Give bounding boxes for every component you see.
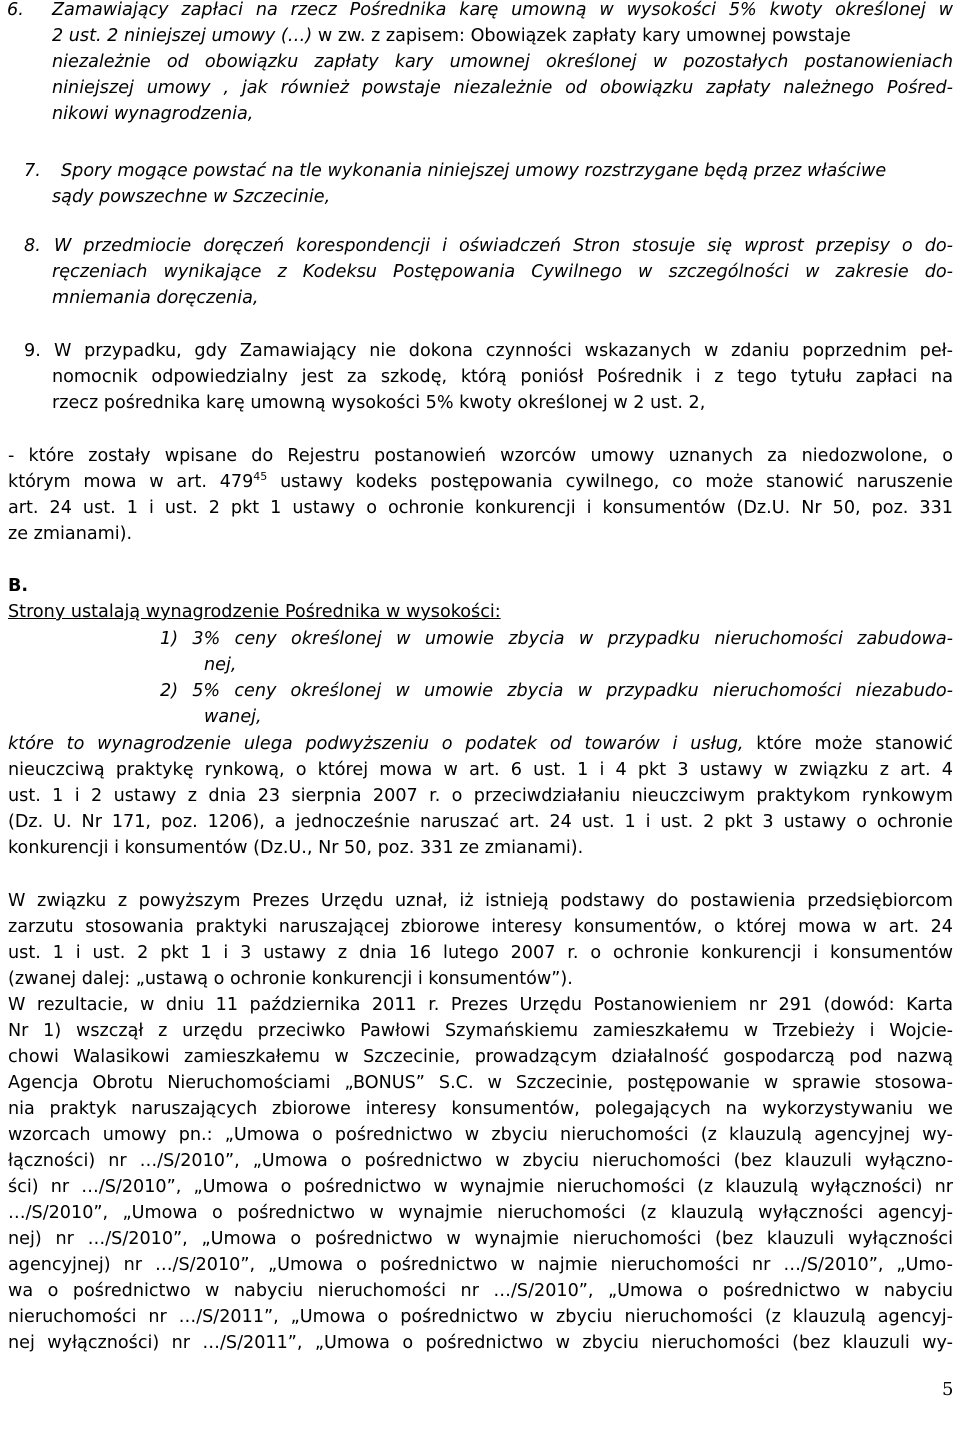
section-b-point-1-line-2: nej, (204, 655, 237, 675)
result-line-5: nia praktyk naruszających zbiorowe interesy konsumentów, polegających na wykorzystywaniu we (8, 1099, 953, 1119)
section-b-intro: Strony ustalają wynagrodzenie Pośrednika w wysokości: (8, 602, 501, 622)
conclusion-line-2: zarzutu stosowania praktyki naruszającej zbiorowe interesy konsumentów, o której mowa w art. 24 (8, 917, 953, 937)
result-line-10: nej) nr …/S/2010”, „Umowa o pośrednictwo w wynajmie nieruchomości (bez klauzuli wyłączności (8, 1229, 953, 1249)
item-9-line-3-text: rzecz pośrednika karę umowną wysokości 5% kwoty określonej w (52, 393, 628, 413)
section-b-tail-line-3: ust. 1 i 2 ustawy z dnia 23 sierpnia 2007 r. o przeciwdziałaniu nieuczciwym praktykom rynkowym (8, 786, 953, 806)
item-6-line-2-upright: w zw. z zapisem: Obowiązek zapłaty kary umownej powstaje (312, 26, 851, 46)
result-line-7: łączności) nr …/S/2010”, „Umowa o pośrednictwo w zbyciu nieruchomości (bez klauzuli wyłączno- (8, 1151, 953, 1171)
result-line-14: nej wyłączności) nr …/S/2011”, „Umowa o pośrednictwo w zbyciu nieruchomości (bez klauzuli wy- (8, 1333, 953, 1353)
item-7-number: 7. (24, 161, 41, 181)
item-6-line-2 (52, 23, 851, 49)
conclusion-line-3: ust. 1 i ust. 2 pkt 1 i 3 ustawy z dnia 16 lutego 2007 r. o ochronie konkurencji i konsumentów (8, 943, 953, 963)
section-b-tail-italic: które to wynagrodzenie ulega podwyższeniu o podatek od towarów i usług, (8, 734, 744, 754)
item-9-number: 9. (24, 341, 41, 361)
item-6-number: 6. (7, 0, 24, 20)
section-b-tail-line-1 (8, 731, 953, 757)
section-b-tail-line-5: konkurencji i konsumentów (Dz.U., Nr 50, poz. 331 ze zmianami). (8, 838, 584, 858)
item-6-line-2-italic: 2 ust. 2 niniejszej umowy (…) (52, 26, 313, 46)
result-line-2: Nr 1) wszczął z urzędu przeciwko Pawłowi Szymańskiemu zamieszkałemu w Trzebieży i Wojcie- (8, 1021, 953, 1041)
dash-para-line-2-b: ustawy kodeks postępowania cywilnego, co może stanowić naruszenie (267, 472, 953, 492)
item-9-line-2: nomocnik odpowiedzialny jest za szkodę, którą poniósł Pośrednik i z tego tytułu zapłaci na (52, 367, 953, 387)
item-9-line-1: W przypadku, gdy Zamawiający nie dokona czynności wskazanych w zdaniu poprzednim peł- (54, 341, 953, 361)
section-b-point-2-line-2: wanej, (204, 707, 262, 727)
dash-para-line-3: art. 24 ust. 1 i ust. 2 pkt 1 ustawy o ochronie konkurencji i konsumentów (Dz.U. Nr 50, poz. 331 (8, 498, 953, 518)
dash-para-line-4: ze zmianami). (8, 524, 133, 544)
result-line-3: chowi Walasikowi zamieszkałemu w Szczecinie, prowadzącym działalność gospodarczą pod nazwą (8, 1047, 953, 1067)
item-6-line-3: niezależnie od obowiązku zapłaty kary umownej określonej w pozostałych postanowieniach (52, 52, 953, 72)
section-b-heading: B. (8, 576, 29, 596)
dash-para-line-2-a: którym mowa w art. 479 (8, 472, 254, 492)
item-8-number: 8. (24, 236, 41, 256)
dash-para-line-1: - które zostały wpisane do Rejestru postanowień wzorców umowy uznanych za niedozwolone, o (8, 446, 953, 466)
section-b-tail-line-4: (Dz. U. Nr 171, poz. 1206), a jednocześnie naruszać art. 24 ust. 1 i ust. 2 pkt 3 ustawy o ochronie (8, 812, 953, 832)
item-7-line-1: Spory mogące powstać na tle wykonania niniejszej umowy rozstrzygane będą przez właściwe (61, 161, 887, 181)
item-8-line-2: ręczeniach wynikające z Kodeksu Postępowania Cywilnego w szczególności w zakresie do- (52, 262, 953, 282)
result-line-12: wa o pośrednictwo w nabyciu nieruchomości nr …/S/2010”, „Umowa o pośrednictwo w nabyciu (8, 1281, 953, 1301)
conclusion-line-4: (zwanej dalej: „ustawą o ochronie konkurencji i konsumentów”). (8, 969, 573, 989)
dash-para-superscript: 45 (253, 470, 268, 484)
item-9-line-3 (52, 390, 705, 416)
result-line-9: …/S/2010”, „Umowa o pośrednictwo w wynajmie nieruchomości (z klauzulą wyłączności agencyj- (8, 1203, 953, 1223)
item-8-line-3: mniemania doręczenia, (52, 288, 259, 308)
item-8-line-1: W przedmiocie doręczeń korespondencji i oświadczeń Stron stosuje się wprost przepisy o do- (54, 236, 953, 256)
conclusion-line-1: W związku z powyższym Prezes Urzędu uznał, iż istnieją podstawy do postawienia przedsiębiorcom (8, 891, 953, 911)
item-6-line-1: Zamawiający zapłaci na rzecz Pośrednika karę umowną w wysokości 5% kwoty określonej w (52, 0, 953, 20)
dash-para-line-2 (8, 469, 953, 495)
result-line-4: Agencja Obrotu Nieruchomościami „BONUS” S.C. w Szczecinie, postępowanie w sprawie stosowa- (8, 1073, 953, 1093)
item-6-line-5: nikowi wynagrodzenia, (52, 104, 254, 124)
section-b-tail-line-1-rest: które może stanowić (743, 734, 953, 754)
section-b-point-1-line-1: 1) 3% ceny określonej w umowie zbycia w przypadku nieruchomości zabudowa- (160, 629, 953, 649)
item-7-line-2: sądy powszechne w Szczecinie, (52, 187, 331, 207)
section-b-tail-line-2: nieuczciwą praktykę rynkową, o której mowa w art. 6 ust. 1 i 4 pkt 3 ustawy w związku z art. 4 (8, 760, 953, 780)
result-line-6: wzorcach umowy pn.: „Umowa o pośrednictwo w zbyciu nieruchomości (z klauzulą agencyjnej wy- (8, 1125, 953, 1145)
result-line-13: nieruchomości nr …/S/2011”, „Umowa o pośrednictwo w zbyciu nieruchomości (z klauzulą agencyj- (8, 1307, 953, 1327)
result-line-11: agencyjnej) nr …/S/2010”, „Umowa o pośrednictwo w najmie nieruchomości nr …/S/2010”, „Umo- (8, 1255, 953, 1275)
result-line-1: W rezultacie, w dniu 11 października 2011 r. Prezes Urzędu Postanowieniem nr 291 (dowód: Karta (8, 995, 953, 1015)
section-b-point-2-line-1: 2) 5% ceny określonej w umowie zbycia w przypadku nieruchomości niezabudo- (160, 681, 953, 701)
result-line-8: ści) nr …/S/2010”, „Umowa o pośrednictwo w wynajmie nieruchomości (z klauzulą wyłączności) nr (8, 1177, 953, 1197)
page-number: 5 (942, 1379, 954, 1400)
item-6-line-4: niniejszej umowy , jak również powstaje niezależnie od obowiązku zapłaty należnego Pośred- (52, 78, 953, 98)
item-9-line-3-ref: 2 ust. 2, (627, 393, 706, 413)
